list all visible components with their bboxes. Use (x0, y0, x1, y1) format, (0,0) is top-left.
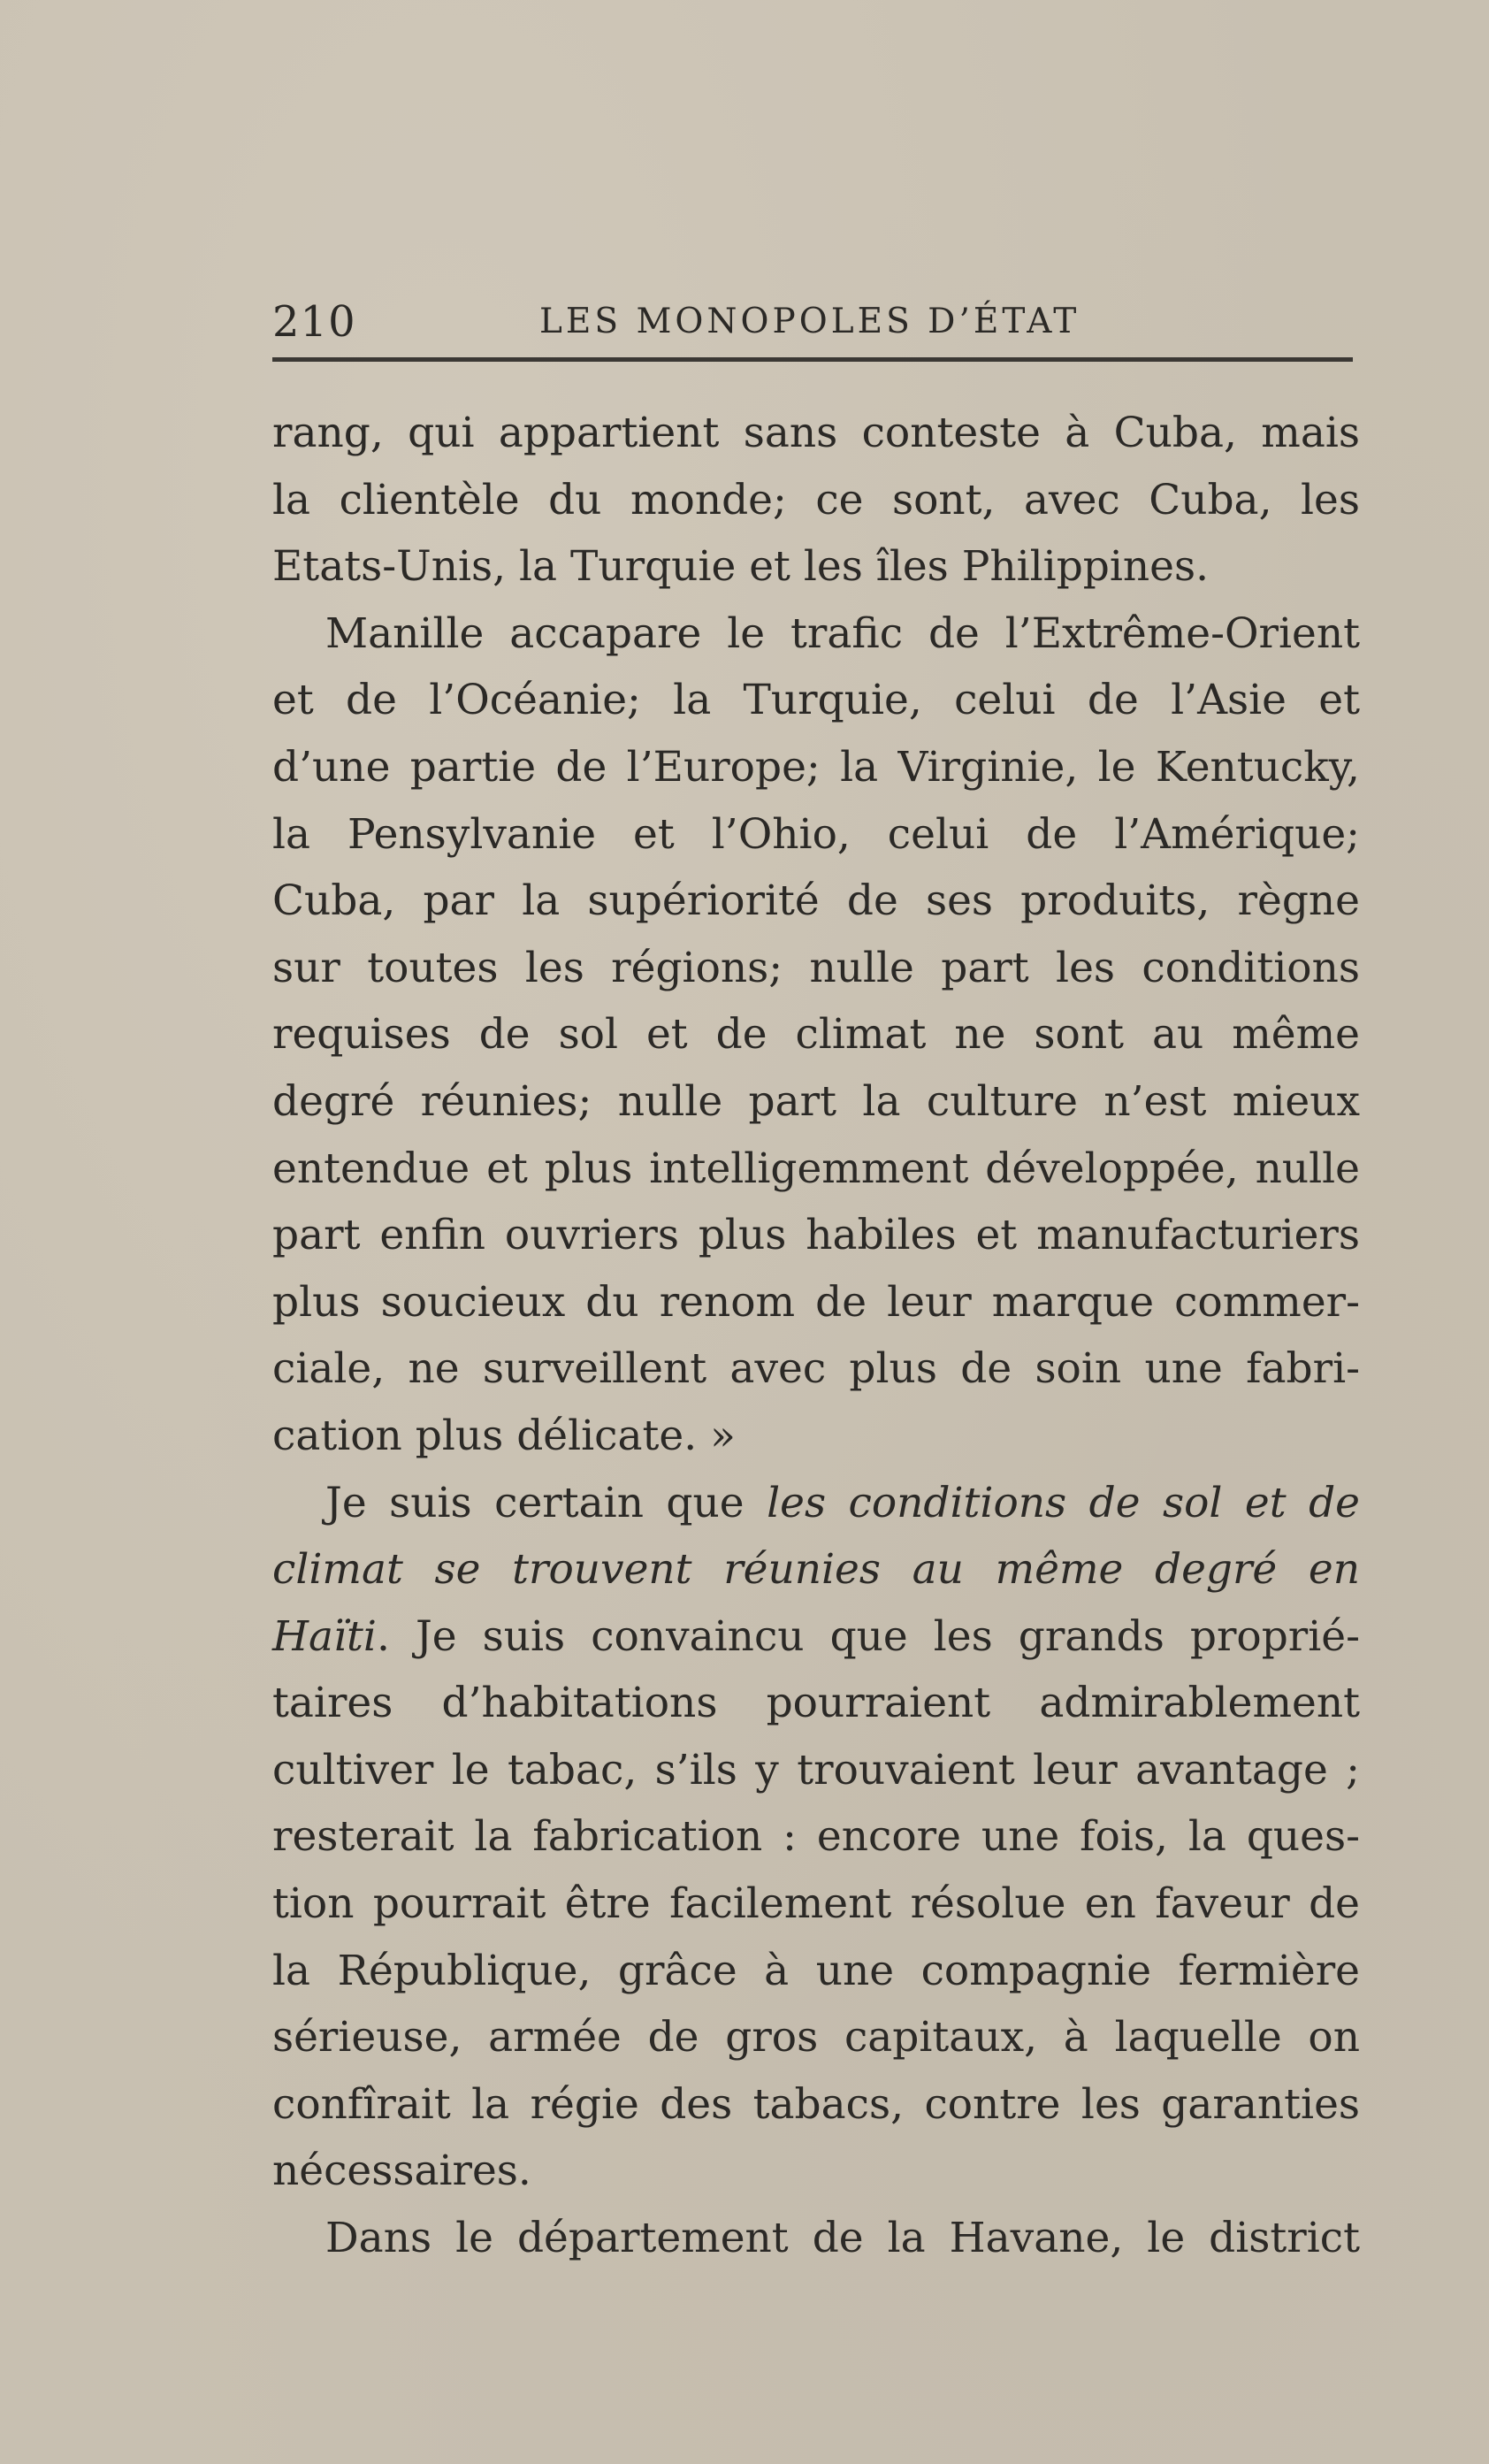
text-line-1 (272, 400, 1360, 467)
text-line-21 (272, 1737, 1360, 1804)
text-line-5 (272, 667, 1360, 734)
line-segment: Je suis certain que (325, 1478, 767, 1527)
text-line-10 (272, 1001, 1360, 1068)
text-line-8 (272, 868, 1360, 935)
text-line-4 (272, 601, 1360, 668)
text-line-14 (272, 1269, 1360, 1336)
line-segment: Cuba, par la supériorité de ses produits, règne (272, 876, 1360, 926)
line-segment: Dans le département de la Havane, le district (325, 2214, 1360, 2263)
line-segment: confîrait la régie des tabacs, contre les garanties (272, 2079, 1360, 2129)
text-line-20 (272, 1670, 1360, 1737)
line-segment: degré réunies; nulle part la culture n’est mieux (272, 1076, 1360, 1126)
line-segment: Manille accapare le trafic de l’Extrême-Orient (325, 608, 1360, 658)
text-line-2 (272, 467, 1360, 534)
text-line-16 (272, 1403, 1360, 1470)
text-line-27 (272, 2138, 1360, 2205)
text-line-28 (272, 2205, 1360, 2272)
page-number: 210 (272, 297, 356, 347)
line-segment: requises de sol et de climat ne sont au même (272, 1010, 1360, 1060)
text-line-18 (272, 1536, 1360, 1603)
line-segment-italic: les conditions de sol et de (767, 1478, 1360, 1527)
line-segment: la Pensylvanie et l’Ohio, celui de l’Amérique; (272, 809, 1360, 859)
line-segment: taires d’habitations pourraient admirablement (272, 1679, 1360, 1728)
text-line-11 (272, 1068, 1360, 1136)
line-segment: la République, grâce à une compagnie fermière (272, 1946, 1360, 1995)
line-segment: d’une partie de l’Europe; la Virginie, le Kentucky, (272, 742, 1360, 792)
text-line-13 (272, 1202, 1360, 1269)
line-segment: cation plus délicate. » (272, 1411, 736, 1460)
line-segment: Etats-Unis, la Turquie et les îles Philippines. (272, 542, 1210, 592)
line-segment: tion pourrait être facilement résolue en faveur de (272, 1879, 1360, 1929)
running-title: LES MONOPOLES D’ÉTAT (539, 302, 1080, 341)
line-segment: sérieuse, armée de gros capitaux, à laquelle on (272, 2013, 1360, 2062)
text-line-19 (272, 1603, 1360, 1671)
line-segment: part enfin ouvriers plus habiles et manufacturiers (272, 1211, 1360, 1260)
line-segment: resterait la fabrication : encore une fois, la ques- (272, 1812, 1360, 1862)
text-line-24 (272, 1938, 1360, 2005)
line-segment: la clientèle du monde; ce sont, avec Cuba, les (272, 475, 1360, 524)
line-segment-italic: climat se trouvent réunies au même degré en (272, 1545, 1360, 1595)
text-line-17 (272, 1470, 1360, 1537)
page-header (272, 295, 1353, 364)
line-segment: cultiver le tabac, s’ils y trouvaient leur avantage ; (272, 1745, 1360, 1794)
text-line-26 (272, 2071, 1360, 2139)
line-segment-italic: Haïti (272, 1611, 377, 1661)
body-text (272, 400, 1360, 2272)
line-segment: entendue et plus intelligemment développée, nulle (272, 1144, 1360, 1193)
line-segment: nécessaires. (272, 2146, 531, 2196)
text-line-7 (272, 801, 1360, 869)
text-line-23 (272, 1871, 1360, 1938)
line-segment: sur toutes les régions; nulle part les conditions (272, 943, 1360, 992)
line-segment: rang, qui appartient sans conteste à Cuba, mais (272, 409, 1360, 457)
header-rule (272, 357, 1353, 362)
text-line-12 (272, 1136, 1360, 1203)
text-line-15 (272, 1335, 1360, 1403)
text-line-22 (272, 1803, 1360, 1871)
text-line-6 (272, 734, 1360, 801)
line-segment: plus soucieux du renom de leur marque commer- (272, 1277, 1360, 1327)
line-segment: et de l’Océanie; la Turquie, celui de l’Asie et (272, 676, 1360, 725)
text-line-9 (272, 935, 1360, 1002)
text-line-3 (272, 533, 1360, 601)
line-segment: ciale, ne surveillent avec plus de soin une fabri- (272, 1344, 1360, 1394)
line-segment: . Je suis convaincu que les grands proprié- (376, 1611, 1360, 1661)
text-line-25 (272, 2004, 1360, 2071)
